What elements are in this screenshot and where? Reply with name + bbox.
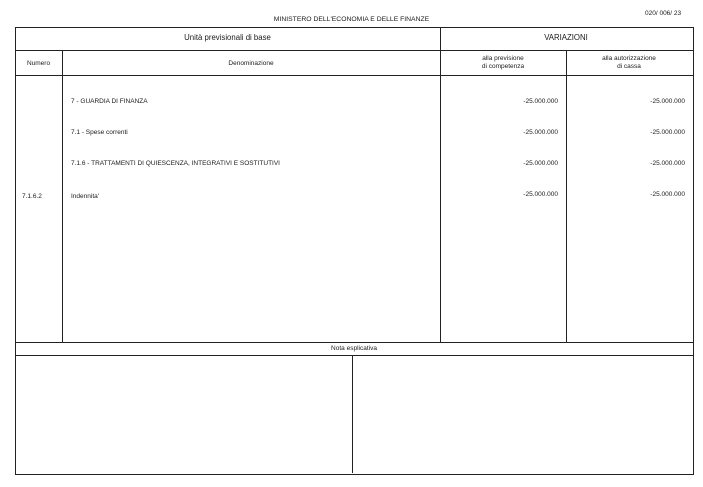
row-cassa: -25.000.000 bbox=[650, 160, 685, 167]
row-cassa: -25.000.000 bbox=[650, 98, 685, 105]
row-competenza: -25.000.000 bbox=[523, 160, 558, 167]
body-bottom-divider bbox=[15, 342, 693, 343]
row-denominazione: 7.1.6 - TRATTAMENTI DI QUIESCENZA, INTEGRATIVI E SOSTITUTIVI bbox=[71, 160, 280, 167]
col-divider-variazioni bbox=[440, 27, 441, 342]
column-header-divider bbox=[15, 75, 693, 76]
row-denominazione: 7 - GUARDIA DI FINANZA bbox=[71, 98, 148, 105]
column-header-numero: Numero bbox=[26, 60, 51, 67]
column-header-competenza: alla previsione di competenza bbox=[481, 55, 525, 71]
notes-box-right bbox=[353, 356, 692, 473]
row-numero: 7.1.6.2 bbox=[22, 193, 42, 200]
row-cassa: -25.000.000 bbox=[650, 129, 685, 136]
unita-previsionali-header: Unità previsionali di base bbox=[184, 33, 271, 42]
row-competenza: -25.000.000 bbox=[523, 191, 558, 198]
column-header-cassa: alla autorizzazione di cassa bbox=[602, 55, 656, 71]
row-competenza: -25.000.000 bbox=[523, 98, 558, 105]
col-divider-numero bbox=[62, 50, 63, 342]
variazioni-header: VARIAZIONI bbox=[544, 33, 588, 42]
notes-box-left bbox=[16, 356, 352, 473]
row-denominazione: 7.1 - Spese correnti bbox=[71, 129, 128, 136]
ministry-title: MINISTERO DELL'ECONOMIA E DELLE FINANZE bbox=[273, 16, 430, 23]
nota-esplicativa-title: Nota esplicativa bbox=[331, 345, 377, 352]
row-denominazione: Indennita' bbox=[71, 193, 99, 200]
row-competenza: -25.000.000 bbox=[523, 129, 558, 136]
header-divider bbox=[15, 50, 693, 51]
page-reference: 020/ 006/ 23 bbox=[645, 10, 682, 17]
column-header-denominazione: Denominazione bbox=[228, 60, 274, 67]
row-cassa: -25.000.000 bbox=[650, 191, 685, 198]
